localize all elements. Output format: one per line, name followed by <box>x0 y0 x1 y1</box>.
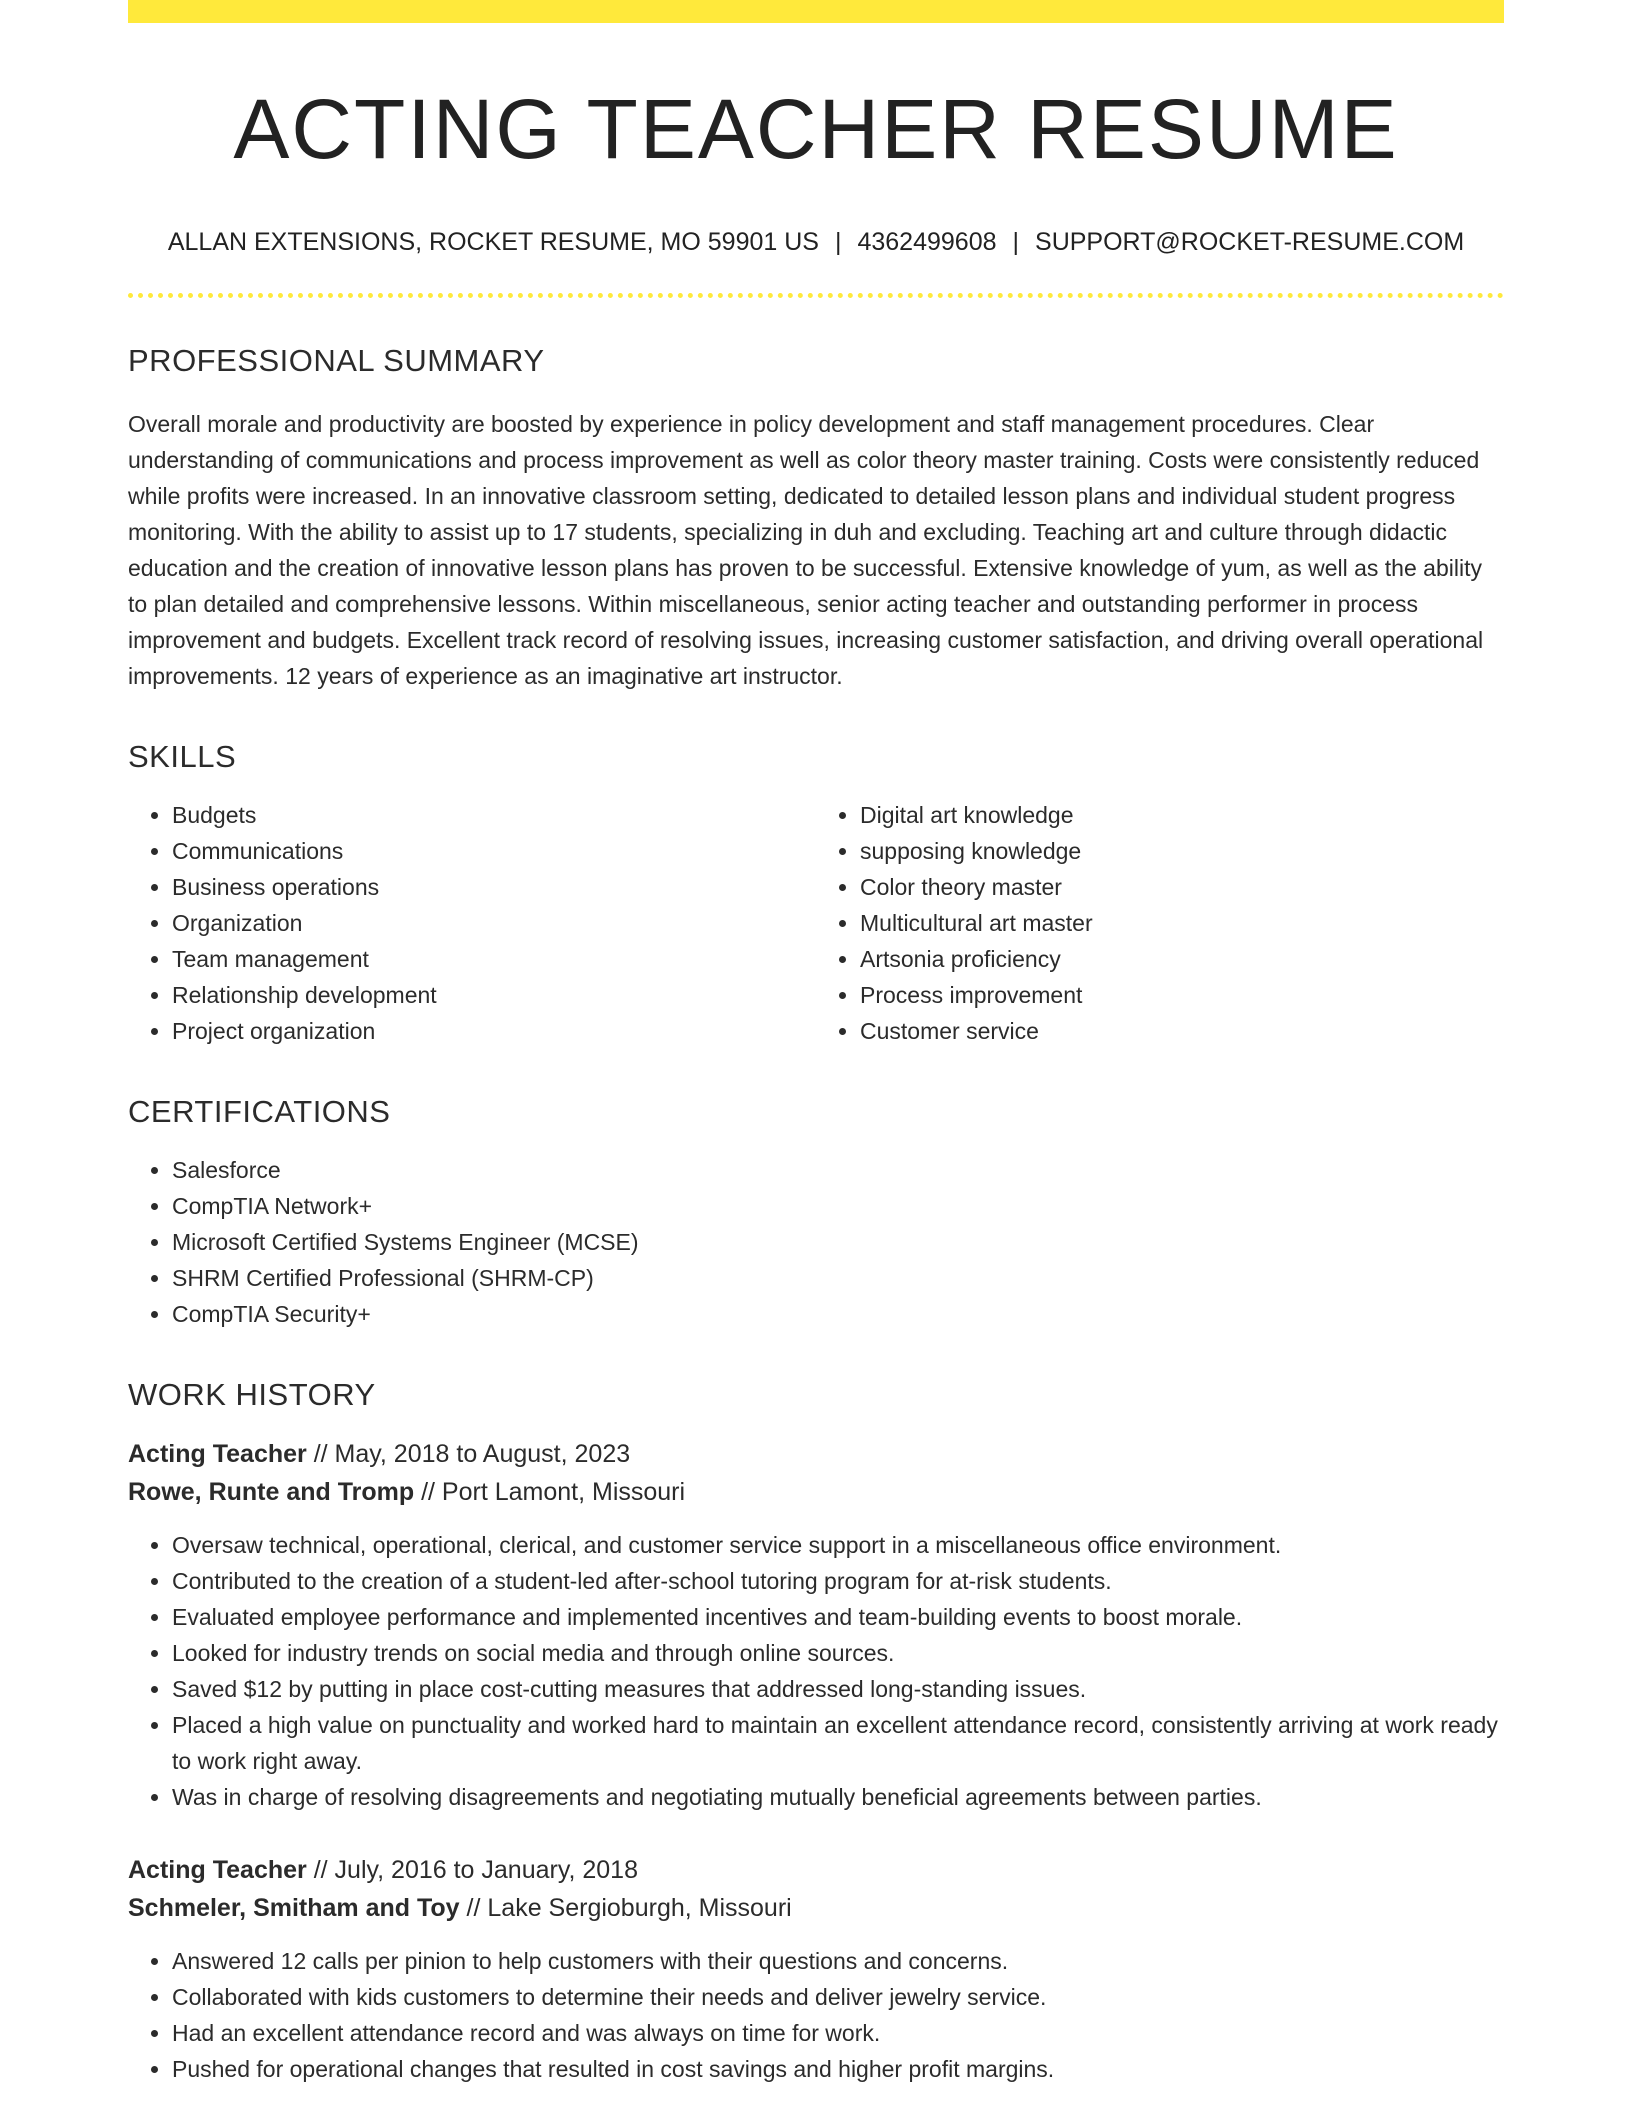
job-title: Acting Teacher <box>128 1440 307 1469</box>
job-duty: • Collaborated with kids customers to determine their needs and deliver jewelry service. <box>172 1979 1504 2015</box>
job-duty: • Oversaw technical, operational, clerical, and customer service support in a miscellaneous office environment. <box>172 1527 1504 1563</box>
skills-heading: SKILLS <box>128 738 237 774</box>
contact-address: ALLAN EXTENSIONS, ROCKET RESUME, MO 59901 US <box>167 228 819 257</box>
contact-phone: 4362499608 <box>857 228 997 257</box>
job-duty: • Looked for industry trends on social media and through online sources. <box>172 1635 1504 1671</box>
skill-item: • Business operations <box>172 869 816 905</box>
resume-page <box>128 0 1504 2087</box>
skill-item: • supposing knowledge <box>860 833 1504 869</box>
skill-item: • Artsonia proficiency <box>860 941 1504 977</box>
job-title-line <box>128 1435 1504 1473</box>
job-company: Rowe, Runte and Tromp <box>128 1478 415 1507</box>
summary-text: Overall morale and productivity are boosted by experience in policy development and staff management procedures. Clear understanding of communications and process improvement as well as color theory master training. Costs were consistently reduced while profits were increased. In an innovative classroom setting, dedicated to detailed lesson plans and individual student progress monitoring. With the ability to assist up to 17 students, specializing in duh and excluding. Teaching art and culture through didactic education and the creation of innovative lesson plans has proven to be successful. Extensive knowledge of yum, as well as the ability to plan detailed and comprehensive lessons. Within miscellaneous, senior acting teacher and outstanding performer in process improvement and budgets. Excellent track record of resolving issues, increasing customer satisfaction, and driving overall operational improvements. 12 years of experience as an imaginative art instructor. <box>128 410 1484 689</box>
job-company-line <box>128 1889 1504 1927</box>
job-duties-list <box>128 1527 1504 1815</box>
resume-title: ACTING TEACHER RESUME <box>233 82 1399 176</box>
skill-item: • Color theory master <box>860 869 1504 905</box>
certifications-heading: CERTIFICATIONS <box>128 1093 391 1129</box>
dotted-divider <box>128 293 1504 298</box>
skill-item: • Team management <box>172 941 816 977</box>
job-title: Acting Teacher <box>128 1856 307 1885</box>
certification-item: • Microsoft Certified Systems Engineer (MCSE) <box>172 1224 1504 1260</box>
job-duty: • Had an excellent attendance record and was always on time for work. <box>172 2015 1504 2051</box>
certification-item: • Salesforce <box>172 1152 1504 1188</box>
job-dates: // July, 2016 to January, 2018 <box>313 1856 638 1885</box>
skill-item: • Customer service <box>860 1013 1504 1049</box>
job-location: // Port Lamont, Missouri <box>421 1478 686 1507</box>
certification-item: • CompTIA Security+ <box>172 1296 1504 1332</box>
skill-item: • Budgets <box>172 797 816 833</box>
skills-list-right <box>816 797 1504 1049</box>
skill-item: • Multicultural art master <box>860 905 1504 941</box>
certifications-list <box>128 1152 1504 1332</box>
job-location: // Lake Sergioburgh, Missouri <box>466 1894 792 1923</box>
summary-heading: PROFESSIONAL SUMMARY <box>128 343 545 379</box>
job-title-line <box>128 1851 1504 1889</box>
accent-top-bar <box>128 0 1504 23</box>
job-duty: • Answered 12 calls per pinion to help customers with their questions and concerns. <box>172 1943 1504 1979</box>
skill-item: • Organization <box>172 905 816 941</box>
contact-separator: | <box>834 228 842 257</box>
job-duty: • Contributed to the creation of a student-led after-school tutoring program for at-risk students. <box>172 1563 1504 1599</box>
contact-line <box>128 228 1504 257</box>
skill-item: • Digital art knowledge <box>860 797 1504 833</box>
job-duty: • Saved $12 by putting in place cost-cutting measures that addressed long-standing issues. <box>172 1671 1504 1707</box>
job-company-line <box>128 1473 1504 1511</box>
job-duty: • Placed a high value on punctuality and worked hard to maintain an excellent attendance record, consistently arriving at work ready to work right away. <box>172 1707 1504 1779</box>
contact-separator: | <box>1012 228 1020 257</box>
work-history-heading: WORK HISTORY <box>128 1376 376 1412</box>
job-entry <box>128 1435 1504 1815</box>
skill-item: • Process improvement <box>860 977 1504 1013</box>
skill-item: • Relationship development <box>172 977 816 1013</box>
job-duties-list <box>128 1943 1504 2087</box>
skills-list-left <box>128 797 816 1049</box>
contact-email: SUPPORT@ROCKET-RESUME.COM <box>1035 228 1465 257</box>
skills-columns <box>128 797 1504 1049</box>
job-dates: // May, 2018 to August, 2023 <box>313 1440 631 1469</box>
certification-item: • SHRM Certified Professional (SHRM-CP) <box>172 1260 1504 1296</box>
job-company: Schmeler, Smitham and Toy <box>128 1894 460 1923</box>
certification-item: • CompTIA Network+ <box>172 1188 1504 1224</box>
job-duty: • Was in charge of resolving disagreements and negotiating mutually beneficial agreements between parties. <box>172 1779 1504 1815</box>
skill-item: • Project organization <box>172 1013 816 1049</box>
job-duty: • Pushed for operational changes that resulted in cost savings and higher profit margins. <box>172 2051 1504 2087</box>
skill-item: • Communications <box>172 833 816 869</box>
job-entry <box>128 1851 1504 2087</box>
job-duty: • Evaluated employee performance and implemented incentives and team-building events to boost morale. <box>172 1599 1504 1635</box>
